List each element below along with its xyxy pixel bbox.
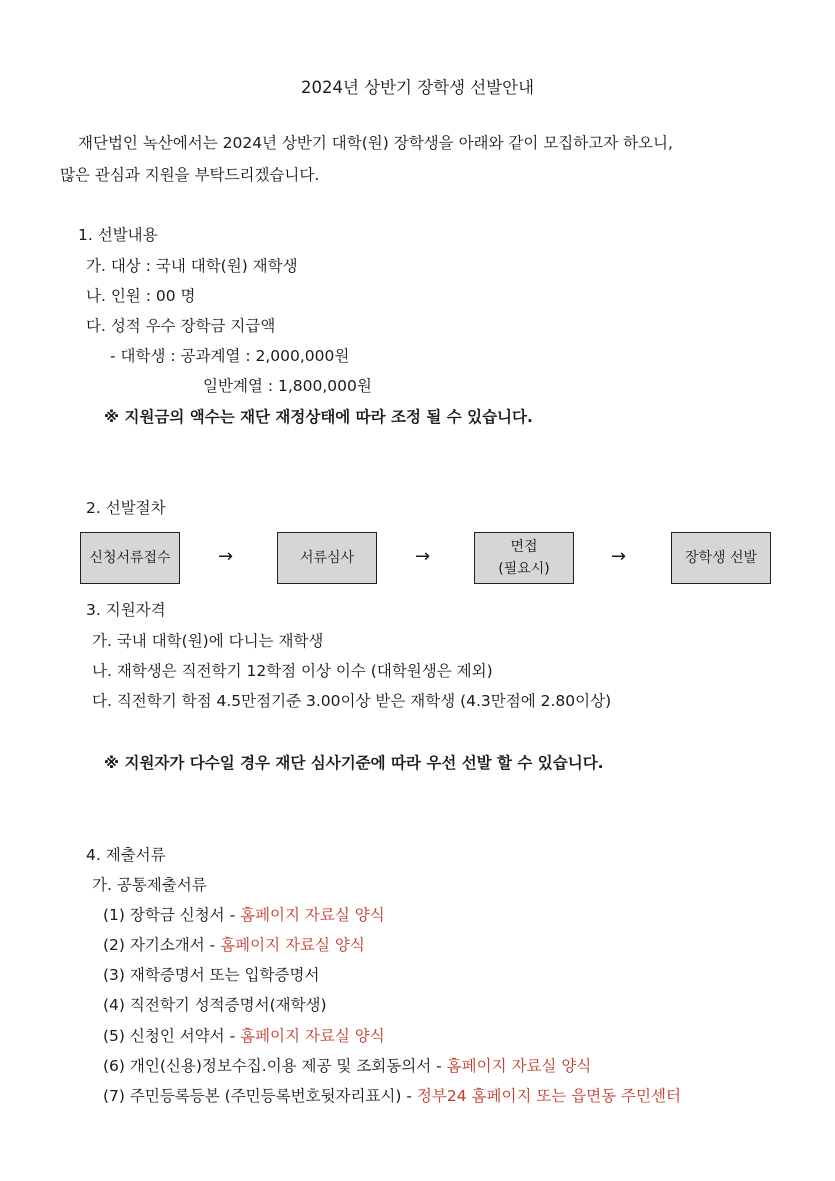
document-item-source: 정부24 홈페이지 또는 읍면동 주민센터 [416,1087,681,1105]
flow-arrow-icon: → [611,546,627,567]
document-item-source: 홈페이지 자료실 양식 [240,1027,385,1045]
flow-step-label: 신청서류접수 [89,550,171,566]
document-item [103,1026,385,1046]
flow-step-label: 장학생 선발 [684,550,758,566]
document-item-source: 홈페이지 자료실 양식 [446,1057,592,1075]
section2-heading: 2. 선발절차 [86,499,166,517]
document-item-text: (5) 신청인 서약서 - [103,1027,241,1045]
document-item-text: (1) 장학금 신청서 - [103,906,241,924]
intro-line-1: 재단법인 녹산에서는 2024년 상반기 대학(원) 장학생을 아래와 같이 모집하고자 하오니, [78,134,673,152]
document-item-text: (4) 직전학기 성적증명서(재학생) [103,996,327,1014]
document-item [103,1056,591,1076]
section4-heading: 4. 제출서류 [86,846,166,864]
intro-line-2: 많은 관심과 지원을 부탁드리겠습니다. [60,166,320,184]
flow-step-sublabel: (필요시) [498,561,550,577]
amount-engineering: - 대학생 : 공과계열 : 2,000,000원 [110,347,350,365]
section4-subheading: 가. 공통제출서류 [92,876,207,894]
section3-heading: 3. 지원자격 [86,601,166,619]
document-item-text: (7) 주민등록등본 (주민등록번호뒷자리표시) - [103,1087,417,1105]
document-item [103,1086,681,1106]
section1-note: ※ 지원금의 액수는 재단 재정상태에 따라 조정 될 수 있습니다. [104,408,533,426]
document-item-source: 홈페이지 자료실 양식 [220,936,365,954]
page-title: 2024년 상반기 장학생 선발안내 [300,78,535,97]
flow-step-application [80,532,180,584]
document-item [103,995,327,1015]
section1-item-da: 다. 성적 우수 장학금 지급액 [86,317,276,335]
section3-item-da: 다. 직전학기 학점 4.5만점기준 3.00이상 받은 재학생 (4.3만점에 2.80이상) [92,692,612,710]
document-item [103,935,365,955]
flow-step-label: 면접 [510,539,538,555]
document-item [103,905,385,925]
flow-step-selection [671,532,771,584]
flow-step-label: 서류심사 [299,550,355,566]
document-item-source: 홈페이지 자료실 양식 [240,906,385,924]
flow-arrow-icon: → [218,546,234,567]
section1-heading: 1. 선발내용 [78,226,158,244]
section1-item-ga: 가. 대상 : 국내 대학(원) 재학생 [86,257,298,275]
section1-item-na: 나. 인원 : 00 명 [86,287,196,305]
document-item-text: (6) 개인(신용)정보수집.이용 제공 및 조회동의서 - [103,1057,447,1075]
flow-step-interview [474,532,574,584]
flow-arrow-icon: → [415,546,431,567]
amount-general: 일반계열 : 1,800,000원 [203,377,372,395]
document-item [103,965,319,985]
document-item-text: (2) 자기소개서 - [103,936,221,954]
section3-item-ga: 가. 국내 대학(원)에 다니는 재학생 [92,632,324,650]
section3-note: ※ 지원자가 다수일 경우 재단 심사기준에 따라 우선 선발 할 수 있습니다. [104,754,604,772]
flow-step-document-review [277,532,377,584]
document-item-text: (3) 재학증명서 또는 입학증명서 [103,966,320,984]
section3-item-na: 나. 재학생은 직전학기 12학점 이상 이수 (대학원생은 제외) [92,662,493,680]
